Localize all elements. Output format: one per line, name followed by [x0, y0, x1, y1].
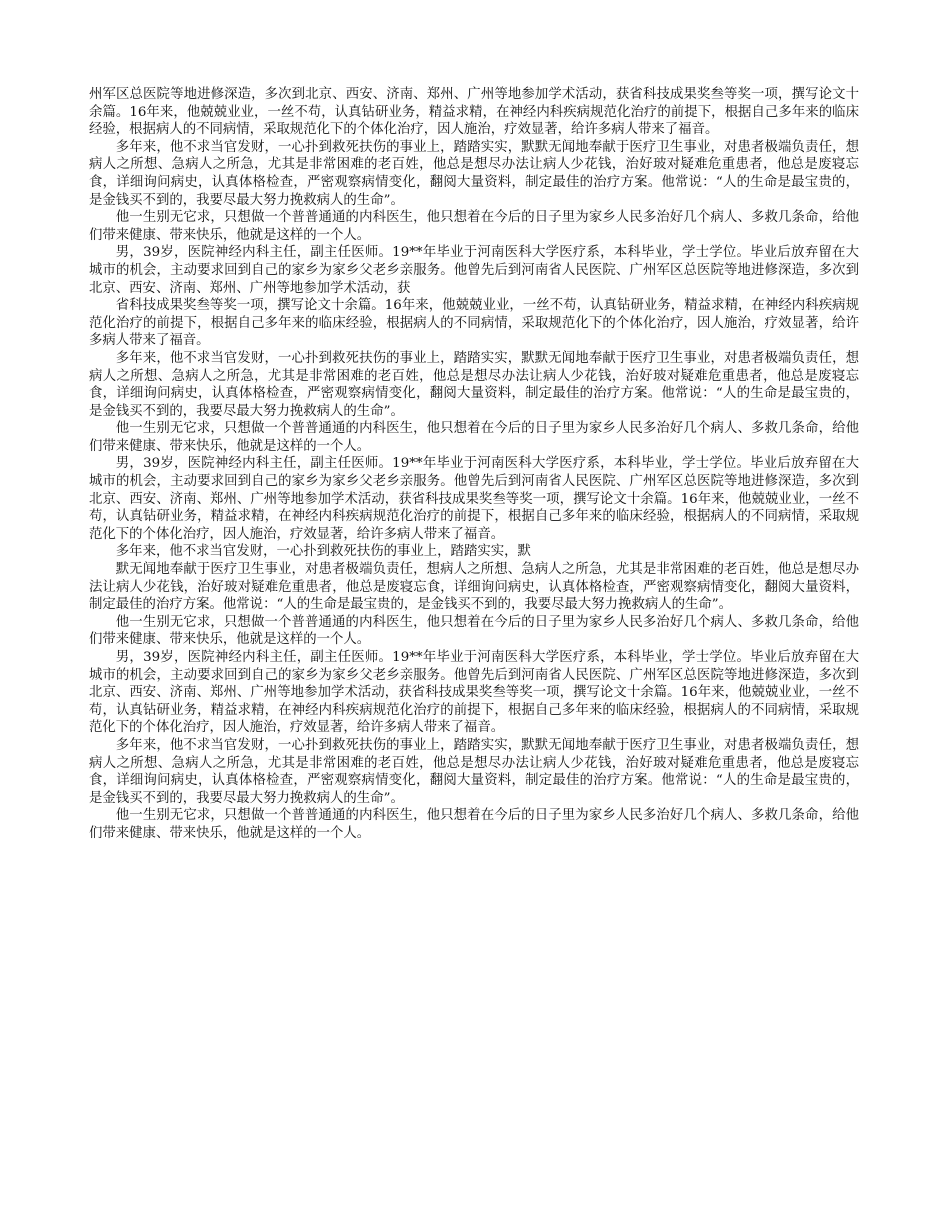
- paragraph: 男，39岁，医院神经内科主任，副主任医师。19**年毕业于河南医科大学医疗系，本科毕业，学士学位。毕业后放弃留在大城市的机会，主动要求回到自己的家乡为家乡父老乡亲服务。他曾先后到河南省人民医院、广州军区总医院等地进修深造，多次到北京、西安、济南、郑州、广州等地参加学术活动，获省科技成果奖叁等奖一项，撰写论文十余篇。16年来，他兢兢业业，一丝不苟，认真钻研业务，精益求精，在神经内科疾病规范化治疗的前提下，根据自己多年来的临床经验，根据病人的不同病情，采取规范化下的个体化治疗，因人施治，疗效显著，给许多病人带来了福音。: [89, 456, 859, 542]
- paragraph: 默无闻地奉献于医疗卫生事业，对患者极端负责任，想病人之所想、急病人之所急，尤其是非常困难的老百姓，他总是想尽办法让病人少花钱，治好玻对疑难危重患者，他总是废寝忘食，详细询问病史，认真体格检查，严密观察病情变化，翻阅大量资料，制定最佳的治疗方案。他常说：“人的生命是最宝贵的，是金钱买不到的，我要尽最大努力挽救病人的生命”。: [89, 562, 859, 613]
- paragraph: 多年来，他不求当官发财，一心扑到救死扶伤的事业上，踏踏实实，默默无闻地奉献于医疗卫生事业，对患者极端负责任，想病人之所想、急病人之所急，尤其是非常困难的老百姓，他总是想尽办法让病人少花钱，治好玻对疑难危重患者，他总是废寝忘食，详细询问病史，认真体格检查，严密观察病情变化，翻阅大量资料，制定最佳的治疗方案。他常说：“人的生命是最宝贵的，是金钱买不到的，我要尽最大努力挽救病人的生命”。: [89, 350, 859, 419]
- paragraph: 多年来，他不求当官发财，一心扑到救死扶伤的事业上，踏踏实实，默默无闻地奉献于医疗卫生事业，对患者极端负责任，想病人之所想、急病人之所急，尤其是非常困难的老百姓，他总是想尽办法让病人少花钱，治好玻对疑难危重患者，他总是废寝忘食，详细询问病史，认真体格检查，严密观察病情变化，翻阅大量资料，制定最佳的治疗方案。他常说：“人的生命是最宝贵的，是金钱买不到的，我要尽最大努力挽救病人的生命”。: [89, 737, 859, 806]
- paragraph: 多年来，他不求当官发财，一心扑到救死扶伤的事业上，踏踏实实，默默无闻地奉献于医疗卫生事业，对患者极端负责任，想病人之所想、急病人之所急，尤其是非常困难的老百姓，他总是想尽办法让病人少花钱，治好玻对疑难危重患者，他总是废寝忘食，详细询问病史，认真体格检查，严密观察病情变化，翻阅大量资料，制定最佳的治疗方案。他常说：“人的生命是最宝贵的，是金钱买不到的，我要尽最大努力挽救病人的生命”。: [89, 139, 859, 208]
- paragraph: 男，39岁，医院神经内科主任，副主任医师。19**年毕业于河南医科大学医疗系，本科毕业，学士学位。毕业后放弃留在大城市的机会，主动要求回到自己的家乡为家乡父老乡亲服务。他曾先后到河南省人民医院、广州军区总医院等地进修深造，多次到北京、西安、济南、郑州、广州等地参加学术活动，获省科技成果奖叁等奖一项，撰写论文十余篇。16年来，他兢兢业业，一丝不苟，认真钻研业务，精益求精，在神经内科疾病规范化治疗的前提下，根据自己多年来的临床经验，根据病人的不同病情，采取规范化下的个体化治疗，因人施治，疗效显著，给许多病人带来了福音。: [89, 650, 859, 736]
- paragraph: 州军区总医院等地进修深造，多次到北京、西安、济南、郑州、广州等地参加学术活动，获省科技成果奖叁等奖一项，撰写论文十余篇。16年来，他兢兢业业，一丝不苟，认真钻研业务，精益求精，在神经内科疾病规范化治疗的前提下，根据自己多年来的临床经验，根据病人的不同病情，采取规范化下的个体化治疗，因人施治，疗效显著，给许多病人带来了福音。: [89, 87, 859, 138]
- paragraph: 他一生别无它求，只想做一个普普通通的内科医生，他只想着在今后的日子里为家乡人民多治好几个病人、多救几条命，给他们带来健康、带来快乐，他就是这样的一个人。: [89, 614, 859, 648]
- paragraph: 省科技成果奖叁等奖一项，撰写论文十余篇。16年来，他兢兢业业，一丝不苟，认真钻研业务，精益求精，在神经内科疾病规范化治疗的前提下，根据自己多年来的临床经验，根据病人的不同病情，采取规范化下的个体化治疗，因人施治，疗效显著，给许多病人带来了福音。: [89, 298, 859, 349]
- document-page: [89, 86, 859, 843]
- paragraph: 他一生别无它求，只想做一个普普通通的内科医生，他只想着在今后的日子里为家乡人民多治好几个病人、多救几条命，给他们带来健康、带来快乐，他就是这样的一个人。: [89, 808, 859, 841]
- paragraph: 多年来，他不求当官发财，一心扑到救死扶伤的事业上，踏踏实实，默: [115, 544, 531, 560]
- paragraph: 男，39岁，医院神经内科主任，副主任医师。19**年毕业于河南医科大学医疗系，本科毕业，学士学位。毕业后放弃留在大城市的机会，主动要求回到自己的家乡为家乡父老乡亲服务。他曾先后到河南省人民医院、广州军区总医院等地进修深造，多次到北京、西安、济南、郑州、广州等地参加学术活动，获: [89, 245, 859, 296]
- paragraph: 他一生别无它求，只想做一个普普通通的内科医生，他只想着在今后的日子里为家乡人民多治好几个病人、多救几条命，给他们带来健康、带来快乐，他就是这样的一个人。: [89, 421, 859, 454]
- paragraph: 他一生别无它求，只想做一个普普通通的内科医生，他只想着在今后的日子里为家乡人民多治好几个病人、多救几条命，给他们带来健康、带来快乐，他就是这样的一个人。: [89, 210, 859, 243]
